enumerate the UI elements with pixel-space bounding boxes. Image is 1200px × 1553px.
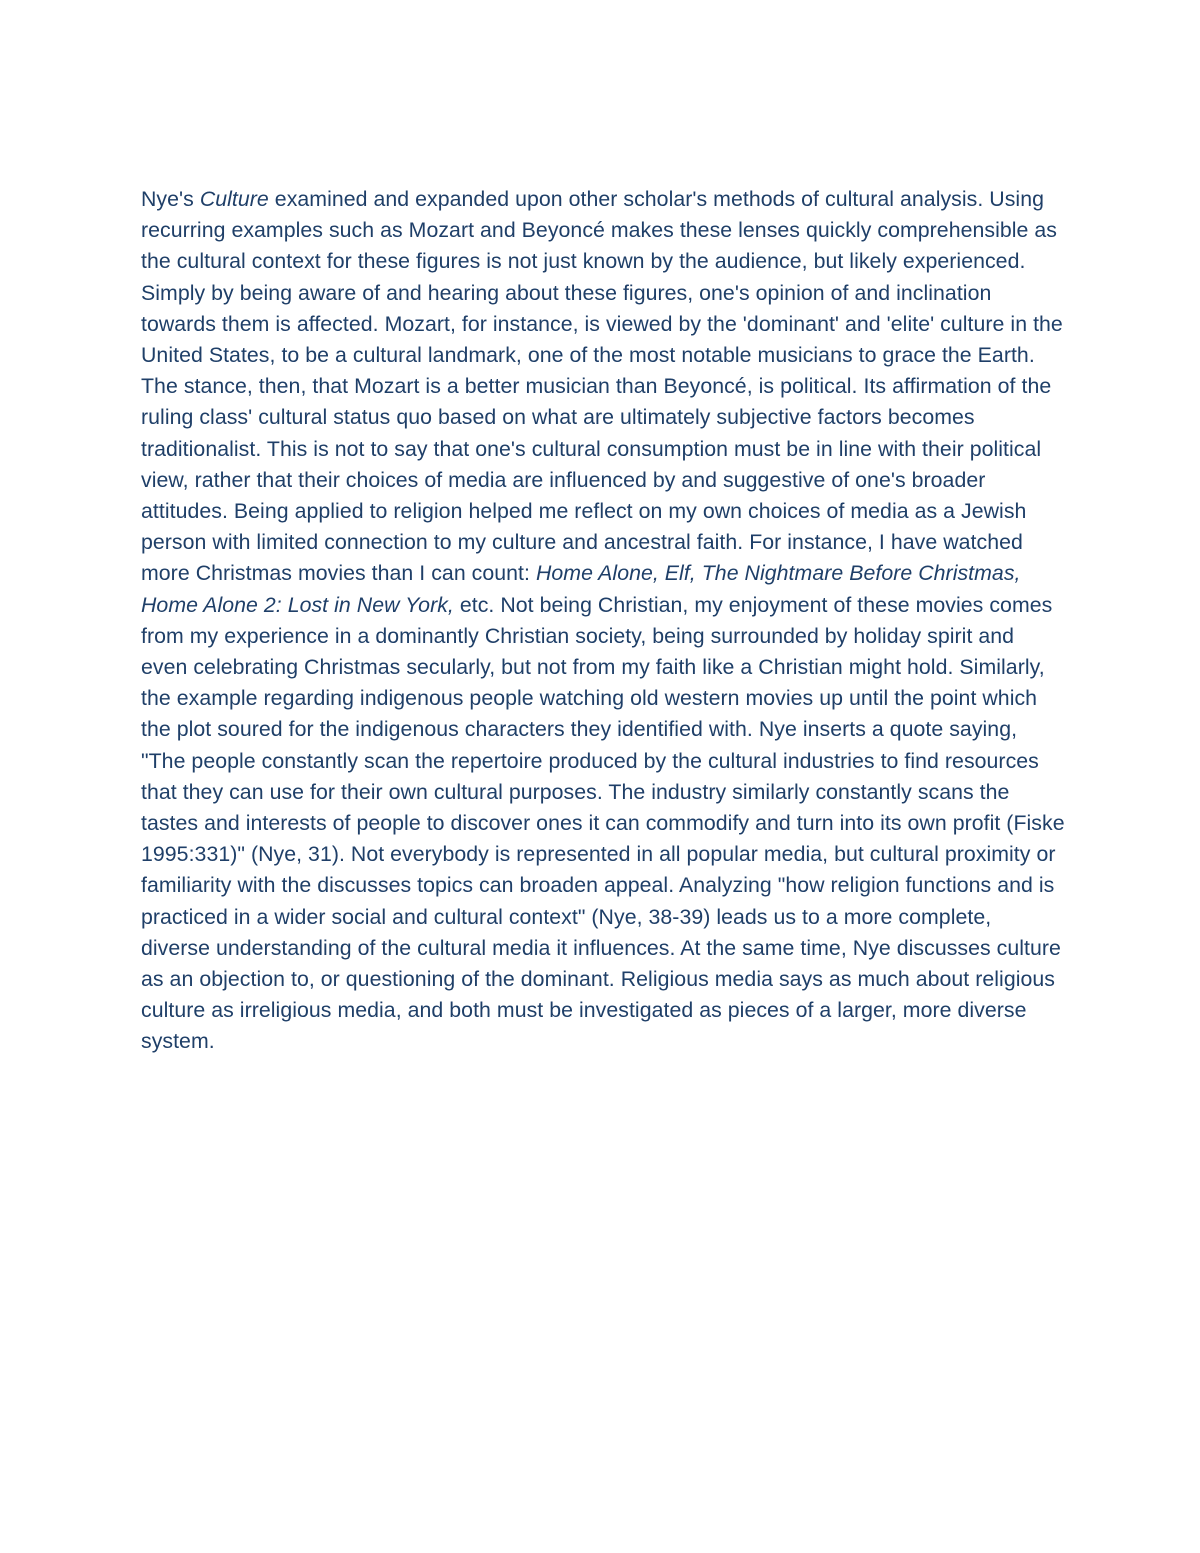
text-run: Nye's: [141, 187, 200, 211]
body-paragraph: [141, 184, 1066, 1058]
text-run: etc. Not being Christian, my enjoyment of these movies comes from my experience in a dominantly Christian society, being surrounded by holiday spirit and even celebrating Christmas secularly, but not from my faith like a Christian might hold. Similarly, the example regarding indigenous people watching old western movies up until the point which the plot soured for the indigenous characters they identified with. Nye inserts a quote saying, "The people constantly scan the repertoire produced by the cultural industries to find resources that they can use for their own cultural purposes. The industry similarly constantly scans the tastes and interests of people to discover ones it can commodify and turn into its own profit (Fiske 1995:331)" (Nye, 31). Not everybody is represented in all popular media, but cultural proximity or familiarity with the discusses topics can broaden appeal. Analyzing "how religion functions and is practiced in a wider social and cultural context" (Nye, 38-39) leads us to a more complete, diverse understanding of the cultural media it influences. At the same time, Nye discusses culture as an objection to, or questioning of the dominant. Religious media says as much about religious culture as irreligious media, and both must be investigated as pieces of a larger, more diverse system.: [141, 592, 1065, 1054]
italic-movie-titles: Home Alone, Elf, The Nightmare Before Christmas, Home Alone 2: Lost in New York,: [141, 561, 1021, 617]
italic-title-culture: Culture: [199, 187, 269, 211]
text-run: examined and expanded upon other scholar's methods of cultural analysis. Using recurring examples such as Mozart and Beyoncé makes these lenses quickly comprehensible as the cultural context for these figures is not just known by the audience, but likely experienced. Simply by being aware of and hearing about these figures, one's opinion of and inclination towards them is affected. Mozart, for instance, is viewed by the 'dominant' and 'elite' culture in the United States, to be a cultural landmark, one of the most notable musicians to grace the Earth. The stance, then, that Mozart is a better musician than Beyoncé, is political. Its affirmation of the ruling class' cultural status quo based on what are ultimately subjective factors becomes traditionalist. This is not to say that one's cultural consumption must be in line with their political view, rather that their choices of media are influenced by and suggestive of one's broader attitudes. Being applied to religion helped me reflect on my own choices of media as a Jewish person with limited connection to my culture and ancestral faith. For instance, I have watched more Christmas movies than I can count:: [141, 187, 1063, 586]
